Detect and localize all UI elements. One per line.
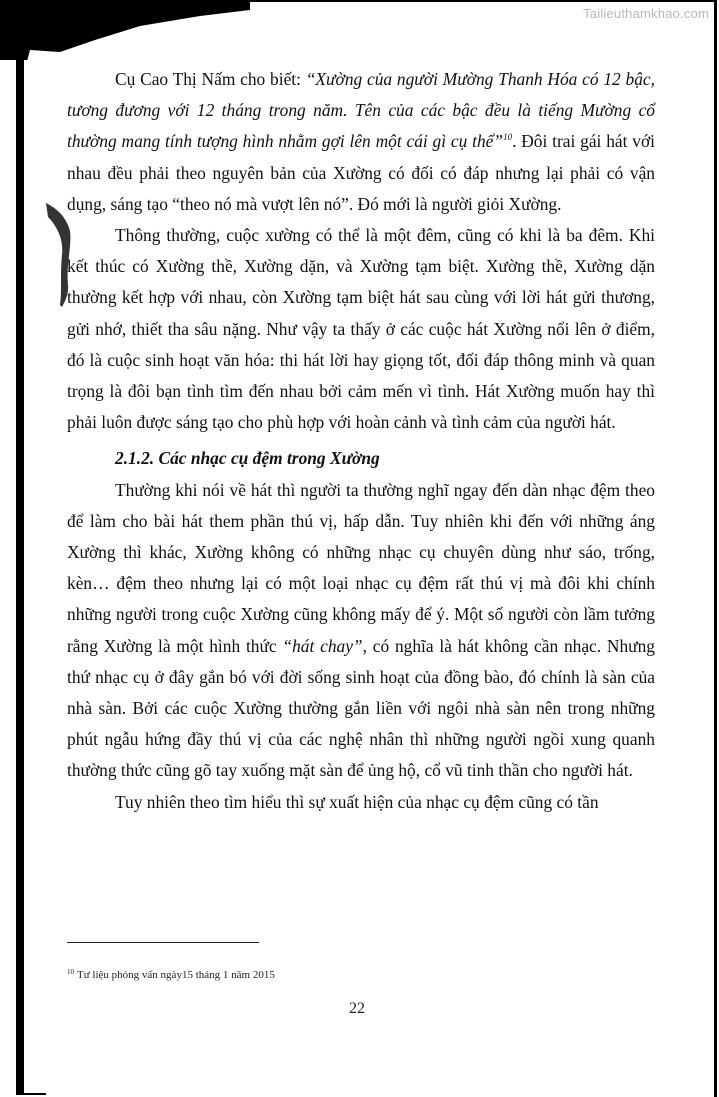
footnote	[67, 968, 275, 981]
paragraph-quote	[67, 64, 655, 220]
footnote-text: Tư liệu phỏng vấn ngày15 tháng 1 năm 2015	[77, 969, 275, 981]
paragraph-xuong-nights: Thông thường, cuộc xường có thể là một đêm, cũng có khi là ba đêm. Khi kết thúc có Xường thề, Xường dặn, và Xường tạm biệt. Xường thề, Xường dặn thường kết hợp với nhau, còn Xường tạm biệt hát sau cùng với lời hát gửi thương, gửi nhớ, thiết tha sâu nặng. Như vậy ta thấy ở các cuộc hát Xường nổi lên ở điểm, đó là cuộc sinh hoạt văn hóa: thi hát lời hay giọng tốt, đối đáp thông minh và quan trọng là đôi bạn tình tìm đến nhau bởi cảm mến vì tình. Hát Xường muốn hay thì phải luôn được sáng tạo cho phù hợp với hoàn cảnh và tình cảm của người hát.	[67, 225, 655, 433]
text-segment: Thường khi nói về hát thì người ta thường nghĩ ngay đến dàn nhạc đệm theo để làm cho bài hát them phần thú vị, hấp dẫn. Tuy nhiên khi đến với những áng Xường thì khác, Xường không có những nhạc cụ chuyên dùng như sáo, trống, kèn… đệm theo nhưng lại có một loại nhạc cụ đệm rất thú vị mà đôi khi chính những người trong cuộc Xường cũng không mấy để ý. Một số người còn lầm tưởng rằng Xường là một hình thức	[67, 479, 655, 656]
scan-border-left	[16, 0, 24, 1095]
scan-border-right	[714, 0, 717, 1097]
document-page	[67, 64, 655, 818]
footnote-separator	[67, 942, 259, 943]
text-segment: . Đôi trai gái hát với nhau đều phải theo nguyên bản của Xường có đối có đáp nhưng lại phải có vận dụng, sáng tạo “theo nó mà vượt lên nó”. Đó mới là người giỏi Xường.	[67, 131, 655, 214]
text-segment: Cụ Cao Thị Nấm cho biết:	[115, 69, 306, 89]
paragraph-instruments	[67, 475, 655, 787]
text-segment: , có nghĩa là hát không cần nhạc. Nhưng thứ nhạc cụ ở đây gắn bó với đời sống sinh hoạt của đồng bào, đó chính là sàn của nhà sàn. Bởi các cuộc Xường thường gắn liền với ngôi nhà sàn nên trong những phút ngẫu hứng đầy thú vị của các nghệ nhân thì những người ngồi xung quanh thường thức cũng gõ tay xuống mặt sàn để ủng hộ, cổ vũ tinh thần cho người hát.	[67, 635, 655, 781]
scan-border-bottom	[16, 1093, 46, 1095]
footnote-marker: 10	[67, 968, 74, 976]
quote-italic: “Xường của người Mường Thanh Hóa có 12 bậc, tương đương với 12 tháng trong năm. Tên của các bậc đều là tiếng Mường cổ thường mang tính tượng hình nhằm gợi lên một cái gì cụ thể”	[67, 69, 656, 152]
term-italic: “hát chay”	[282, 635, 363, 656]
watermark: Tailieuthamkhao.com	[583, 6, 709, 21]
footnote-reference[interactable]: 10	[503, 132, 513, 143]
section-heading: 2.1.2. Các nhạc cụ đệm trong Xường	[115, 448, 380, 469]
paragraph-continued: Tuy nhiên theo tìm hiểu thì sự xuất hiện của nhạc cụ đệm cũng có tần	[115, 791, 599, 812]
page-number: 22	[349, 1000, 365, 1017]
